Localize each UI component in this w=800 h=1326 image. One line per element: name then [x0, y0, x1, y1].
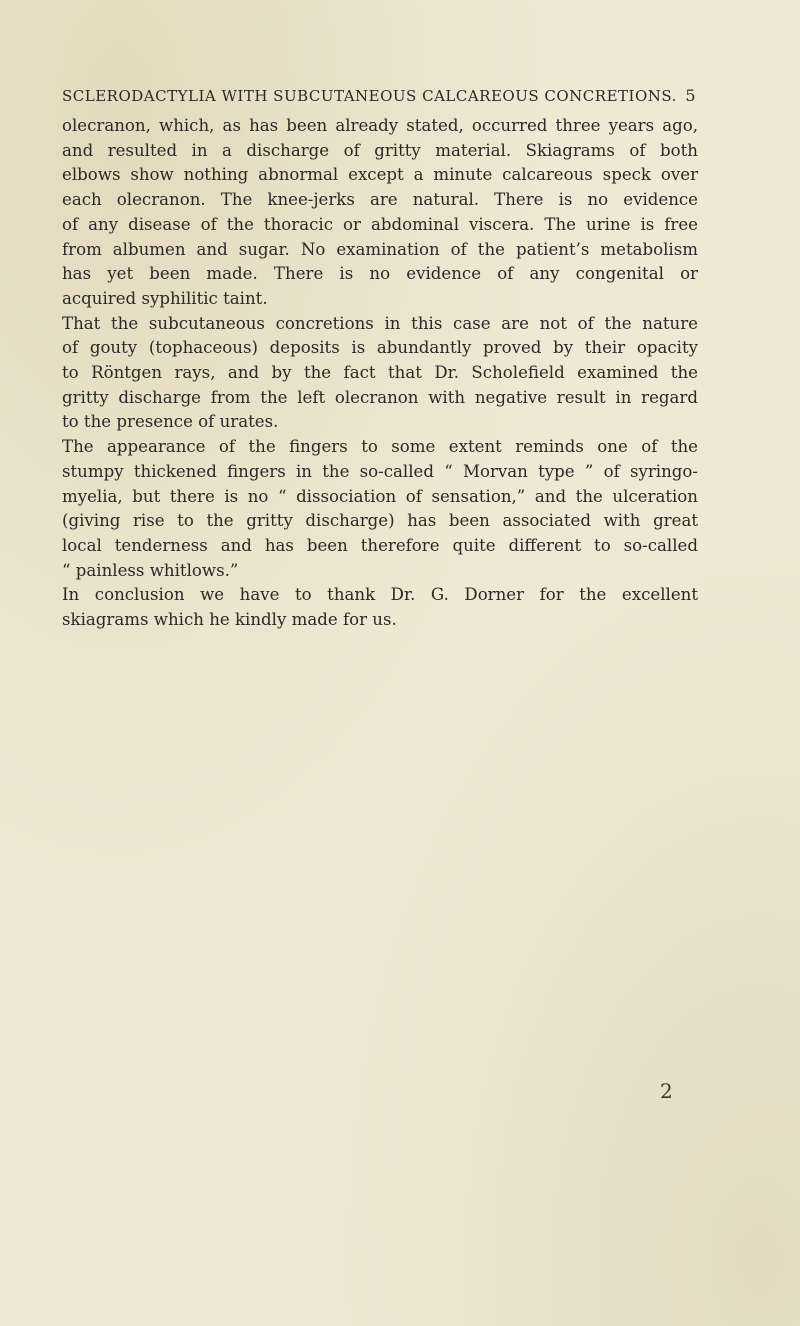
paragraph-3 — [62, 435, 698, 583]
body-text — [62, 114, 698, 633]
paragraph-4 — [62, 583, 698, 632]
running-head-title: SCLERODACTYLIA WITH SUBCUTANEOUS CALCAREOUS CONCRETIONS. — [62, 87, 677, 105]
text-line: gritty discharge from the left olecranon with negative result in regard — [62, 387, 698, 407]
text-line: to Röntgen rays, and by the fact that Dr. Scholefield examined the — [62, 363, 698, 383]
text-line: myelia, but there is no “ dissociation of sensation,” and the ulceration — [62, 486, 698, 506]
text-line: (giving rise to the gritty discharge) has been associated with great — [62, 511, 698, 531]
text-line: each olecranon. The knee-jerks are natural. There is no evidence — [62, 190, 698, 210]
text-line: of gouty (tophaceous) deposits is abundantly proved by their opacity — [62, 338, 698, 358]
paragraph-2 — [62, 312, 698, 436]
text-line: local tenderness and has been therefore quite different to so-called — [62, 535, 698, 555]
paragraph-1 — [62, 114, 698, 312]
page-number: 5 — [685, 86, 696, 105]
text-line: elbows show nothing abnormal except a minute calcareous speck over — [62, 165, 698, 185]
running-head — [62, 86, 696, 105]
text-line: from albumen and sugar. No examination of the patient’s metabolism — [62, 239, 698, 259]
signature-mark: 2 — [660, 1079, 673, 1103]
text-line: has yet been made. There is no evidence of any congenital or — [62, 264, 698, 284]
text-line: In conclusion we have to thank Dr. G. Dorner for the excellent — [62, 585, 698, 605]
text-line: “ painless whitlows.” — [62, 560, 239, 580]
text-line: of any disease of the thoracic or abdominal viscera. The urine is free — [62, 214, 698, 234]
text-line: and resulted in a discharge of gritty material. Skiagrams of both — [62, 140, 698, 160]
text-line: olecranon, which, as has been already stated, occurred three years ago, — [62, 116, 698, 135]
text-line: skiagrams which he kindly made for us. — [62, 610, 397, 630]
text-line: to the presence of urates. — [62, 412, 279, 432]
text-line: That the subcutaneous concretions in this case are not of the nature — [62, 313, 698, 333]
text-line: acquired syphilitic taint. — [62, 288, 268, 308]
text-line: The appearance of the fingers to some extent reminds one of the — [62, 437, 698, 457]
text-line: stumpy thickened fingers in the so-called “ Morvan type ” of syringo- — [62, 461, 698, 481]
